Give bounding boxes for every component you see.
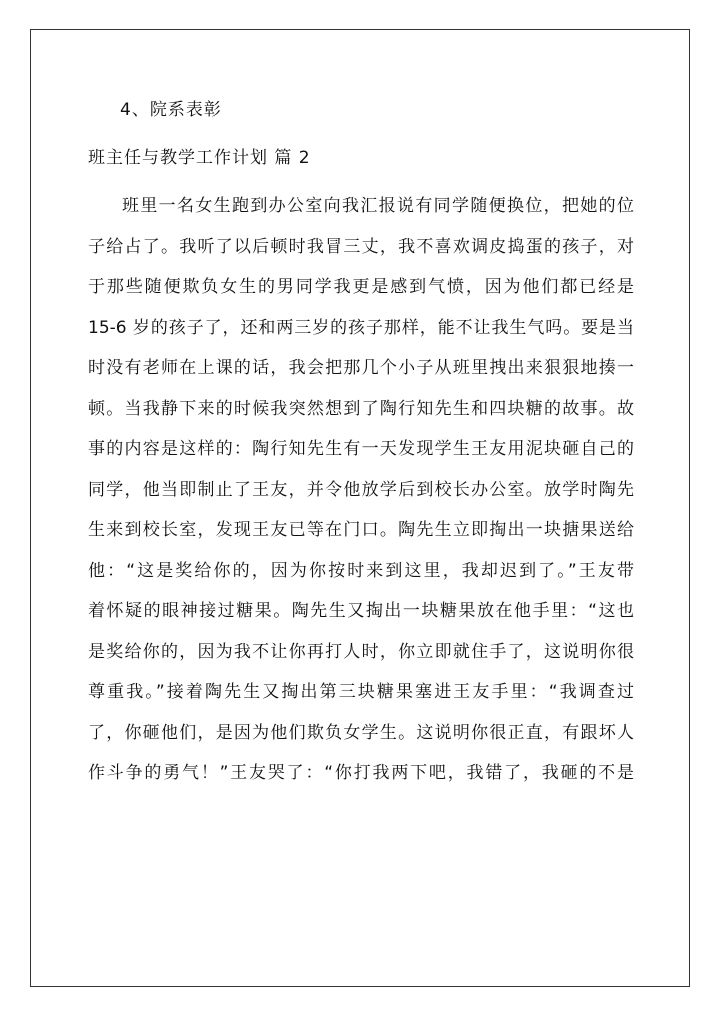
body-paragraph (88, 186, 634, 794)
paragraph-line: 顿。当我静下来的时候我突然想到了陶行知先生和四块糖的故事。故 (88, 398, 634, 419)
paragraph-line: 子给占了。我听了以后顿时我冒三丈，我不喜欢调皮捣蛋的孩子，对 (88, 236, 634, 257)
section-heading: 4、院系表彰 (120, 100, 222, 120)
paragraph-line: 于那些随便欺负女生的男同学我更是感到气愤，因为他们都已经是 (88, 277, 634, 297)
article-title: 班主任与教学工作计划 篇 2 (88, 148, 311, 168)
paragraph-line: 他：“这是奖给你的，因为你按时来到这里，我却迟到了。”王友带 (88, 560, 634, 581)
paragraph-line: 班里一名女生跑到办公室向我汇报说有同学随便换位，把她的位 (122, 196, 634, 216)
paragraph-line: 是奖给你的，因为我不让你再打人时，你立即就住手了，这说明你很 (88, 641, 634, 662)
paragraph-line: 15-6 岁的孩子了，还和两三岁的孩子那样，能不让我生气吗。要是当 (88, 317, 634, 338)
paragraph-line: 着怀疑的眼神接过糖果。陶先生又掏出一块糖果放在他手里：“这也 (88, 601, 634, 621)
paragraph-line: 生来到校长室，发现王友已等在门口。陶先生立即掏出一块搪果送给 (88, 520, 634, 540)
paragraph-line: 作斗争的勇气！”王友哭了：“你打我两下吧，我错了，我砸的不是 (88, 763, 634, 783)
paragraph-line: 时没有老师在上课的话，我会把那几个小子从班里拽出来狠狠地揍一 (88, 358, 634, 378)
paragraph-line: 尊重我。”接着陶先生又掏出第三块糖果塞进王友手里：“我调查过 (88, 682, 634, 702)
paragraph-line: 事的内容是这样的：陶行知先生有一天发现学生王友用泥块砸自己的 (88, 439, 634, 459)
paragraph-line: 了，你砸他们，是因为他们欺负女学生。这说明你很正直，有跟坏人 (88, 722, 634, 743)
paragraph-line: 同学，他当即制止了王友，并令他放学后到校长办公室。放学时陶先 (88, 479, 634, 500)
